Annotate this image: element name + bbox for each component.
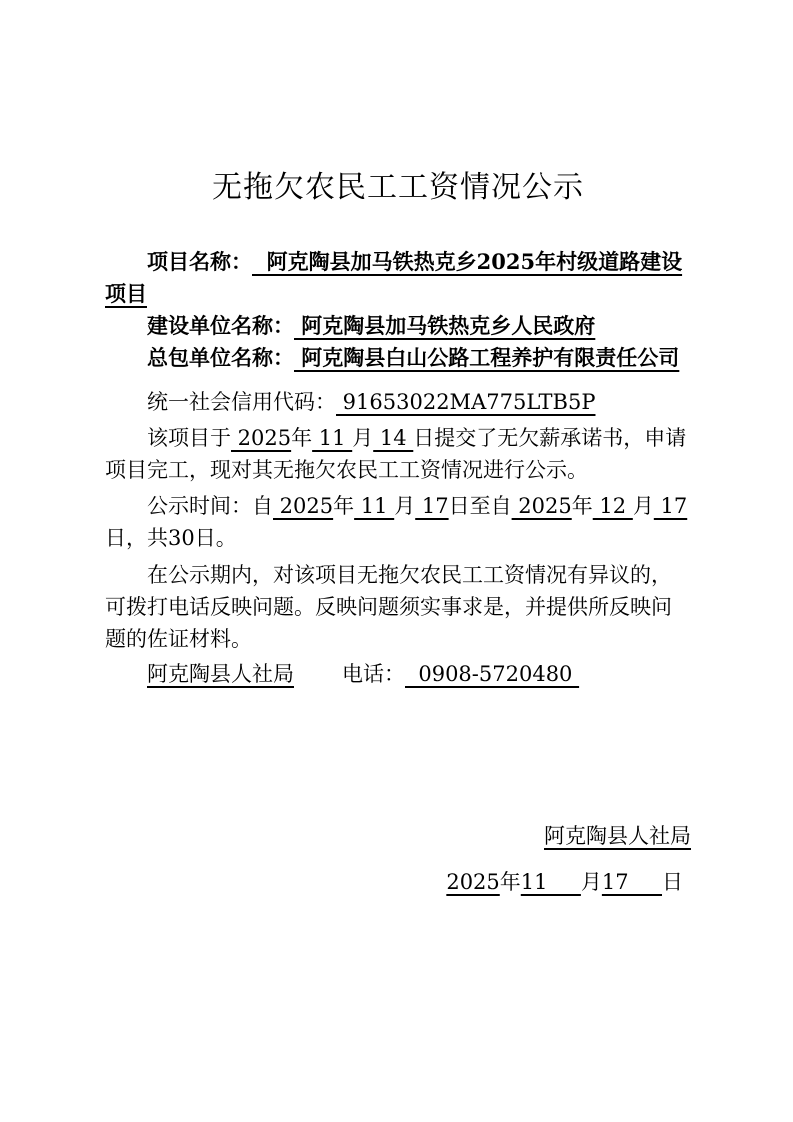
period-prefix: 公示时间：自: [147, 494, 273, 518]
publicity-period-paragraph: [105, 490, 691, 554]
project-name-value: 阿克陶县加马铁热克乡2025年村级道路建设项目: [105, 249, 683, 306]
signature-date-day: 17: [601, 870, 662, 894]
submission-year-unit: 年: [291, 426, 313, 450]
field-builder-name: [105, 310, 691, 342]
period-end-day: 17: [653, 494, 688, 518]
period-start-year-unit: 年: [333, 494, 355, 518]
signature-date-month-unit: 月: [580, 870, 602, 894]
period-suffix: 日，共30日。: [105, 526, 237, 550]
contact-phone-label: 电话：: [342, 662, 405, 686]
period-start-month: 11: [354, 494, 395, 518]
field-credit-code: [105, 386, 691, 418]
notice-content: [105, 0, 691, 898]
contact-agency: 阿克陶县人社局: [147, 662, 294, 686]
submission-prefix: 该项目于: [147, 426, 231, 450]
period-start-year: 2025: [273, 494, 334, 518]
period-end-month: 12: [592, 494, 633, 518]
contractor-name-value: 阿克陶县白山公路工程养护有限责任公司: [294, 345, 680, 370]
period-middle: 日至自: [448, 494, 512, 518]
submission-month-unit: 月: [352, 426, 374, 450]
signature-date-year: 2025: [446, 870, 500, 894]
builder-name-label: 建设单位名称：: [147, 313, 294, 338]
submission-month-value: 11: [312, 426, 353, 450]
signature-date-line: [105, 866, 691, 898]
field-project-name: [105, 246, 691, 310]
submission-day-value: 14: [373, 426, 414, 450]
signature-agency-line: [105, 820, 691, 852]
contact-phone-value: 0908-5720480: [405, 662, 580, 686]
signature-date-year-unit: 年: [499, 870, 521, 894]
objection-paragraph: 在公示期内，对该项目无拖欠农民工工资情况有异议的，可拨打电话反映问题。反映问题须实事求是，并提供所反映问题的佐证材料。: [105, 563, 672, 651]
credit-code-label: 统一社会信用代码：: [147, 390, 336, 414]
field-contractor-name: [105, 342, 691, 374]
submission-year-value: 2025: [231, 426, 292, 450]
document-title: 无拖欠农民工工资情况公示: [212, 170, 584, 205]
submission-suffix: 日提交了无欠薪承诺书，申请项目完工，现对其无拖欠农民工工资情况进行公示。: [105, 426, 687, 482]
contractor-name-label: 总包单位名称：: [147, 345, 294, 370]
period-end-year: 2025: [511, 494, 572, 518]
submission-paragraph: [105, 422, 691, 486]
period-end-year-unit: 年: [571, 494, 593, 518]
contact-line: [105, 658, 691, 690]
period-start-month-unit: 月: [394, 494, 416, 518]
project-name-label: 项目名称：: [147, 249, 252, 274]
period-start-day: 17: [415, 494, 449, 518]
signature-date-month: 11: [520, 870, 581, 894]
builder-name-value: 阿克陶县加马铁热克乡人民政府: [294, 313, 596, 338]
credit-code-value: 91653022MA775LTB5P: [336, 390, 596, 414]
period-end-month-unit: 月: [632, 494, 654, 518]
signature-date-day-unit: 日: [662, 870, 683, 894]
signature-agency: 阿克陶县人社局: [544, 824, 691, 848]
